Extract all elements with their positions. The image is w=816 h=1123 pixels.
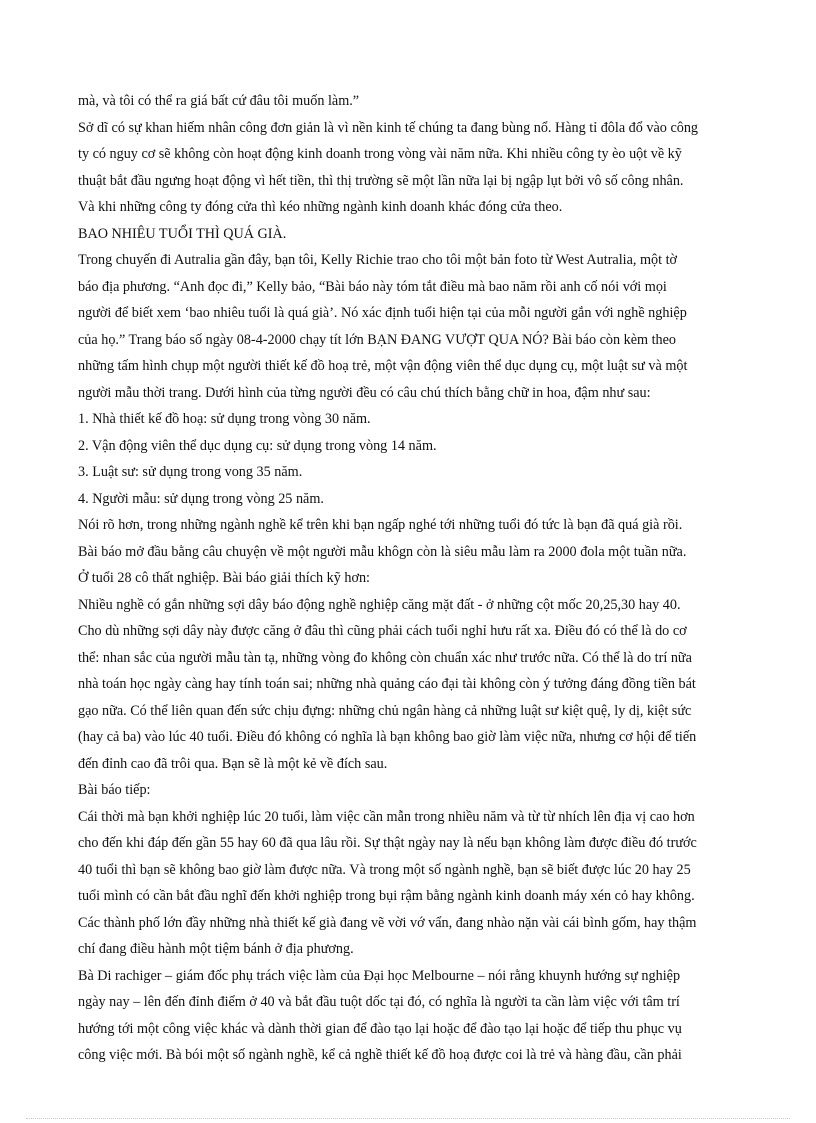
text-line: hướng tới một công việc khác và dành thời gian để đào tạo lại hoặc để đào tạo lại hoặc để tiếp thu phục vụ bbox=[78, 1020, 682, 1037]
list-item: 4. Người mẫu: sử dụng trong vòng 25 năm. bbox=[78, 490, 324, 507]
list-item: 2. Vận động viên thể dục dụng cụ: sử dụng trong vòng 14 năm. bbox=[78, 437, 437, 454]
list-item: 3. Luật sư: sử dụng trong vong 35 năm. bbox=[78, 464, 303, 480]
text-line: báo địa phương. “Anh đọc đi,” Kelly bảo, “Bài báo này tóm tắt điều mà bao năm rồi anh cố nói với mọi bbox=[78, 278, 667, 295]
text-line: ty có nguy cơ sẽ không còn hoạt động kinh doanh trong vòng vài năm nữa. Khi nhiều công ty èo uột về kỹ bbox=[78, 146, 682, 162]
text-line: thể: nhan sắc của người mẫu tàn tạ, những vòng đo không còn chuẩn xác như trước nữa. Có thể là do trí nữa bbox=[78, 649, 692, 666]
text-line: Bài báo tiếp: bbox=[78, 782, 151, 798]
text-line: đến đỉnh cao đã trôi qua. Bạn sẽ là một kẻ về đích sau. bbox=[78, 755, 388, 772]
text-line: Nói rõ hơn, trong những ngành nghề kể trên khi bạn ngấp nghé tới những tuổi đó tức là bạn đã quá già rồi. bbox=[78, 517, 683, 533]
text-line: Sở dĩ có sự khan hiếm nhân công đơn giản là vì nền kinh tế chúng ta đang bùng nổ. Hàng tỉ đôla đổ vào công bbox=[78, 119, 699, 136]
text-line: công việc mới. Bà bói một số ngành nghề, kể cả nghề thiết kế đồ hoạ được coi là trẻ và hàng đầu, cần phải bbox=[78, 1047, 682, 1063]
text-line: mà, và tôi có thể ra giá bất cứ đâu tôi muốn làm.” bbox=[78, 93, 360, 109]
text-line: chí đang điều hành một tiệm bánh ở địa phương. bbox=[78, 941, 354, 957]
text-line: Cho dù những sợi dây này được căng ở đâu thì cũng phải cách tuổi nghỉ hưu rất xa. Điều đó có thể là do cơ bbox=[78, 623, 687, 639]
text-line: ngày nay – lên đến đỉnh điểm ở 40 và bắt đầu tuột dốc tại đó, có nghĩa là người ta cần làm việc với tâm trí bbox=[78, 994, 680, 1010]
text-line: người mẫu thời trang. Dưới hình của từng người đều có câu chú thích bằng chữ in hoa, đậm như sau: bbox=[78, 384, 651, 401]
text-line: người để biết xem ‘bao nhiêu tuổi là quá già’. Nó xác định tuổi hiện tại của mỗi người gắn với nghề nghiệp bbox=[78, 305, 687, 321]
text-line: nhà toán học ngày càng hay tính toán sai; những nhà quảng cáo đại tài không còn ý tưởng đáng đồng tiền bát bbox=[78, 676, 696, 692]
document-body bbox=[78, 88, 740, 1069]
section-heading: BAO NHIÊU TUỔI THÌ QUÁ GIÀ. bbox=[78, 225, 287, 242]
text-line: Cái thời mà bạn khởi nghiệp lúc 20 tuổi, làm việc cần mẫn trong nhiều năm và từ từ nhích lên địa vị cao hơn bbox=[78, 808, 695, 825]
text-line: (hay cả ba) vào lúc 40 tuổi. Điều đó không có nghĩa là bạn không bao giờ làm việc nữa, nhưng cơ hội để tiến bbox=[78, 729, 697, 745]
text-line: Bài báo mở đầu bằng câu chuyện về một người mẫu khôgn còn là siêu mẫu làm ra 2000 đola một tuần nữa. bbox=[78, 543, 687, 560]
text-line: của họ.” Trang báo số ngày 08-4-2000 chạy tít lớn BẠN ĐANG VƯỢT QUA NÓ? Bài báo còn kèm theo bbox=[78, 331, 677, 348]
text-line: Bà Di rachiger – giám đốc phụ trách việc làm của Đại học Melbourne – nói rằng khuynh hướng sự nghiệp bbox=[78, 967, 681, 984]
text-line: tuổi mình có cần bắt đầu nghĩ đến khởi nghiệp trong bụi rậm bằng ngành kinh doanh máy xén cỏ hay không. bbox=[78, 888, 695, 904]
text-line: thuật bắt đầu ngưng hoạt động vì hết tiền, thì thị trường sẽ một lần nữa lại bị ngập lụt bởi vô số công nhân. bbox=[78, 172, 684, 189]
text-line: Trong chuyến đi Autralia gần đây, bạn tôi, Kelly Richie trao cho tôi một bản foto từ West Autralia, một tờ bbox=[78, 252, 678, 268]
text-line: gạo nữa. Có thể liên quan đến sức chịu đựng: những chủ ngân hàng cả những luật sư kiệt quệ, ly dị, kiệt sức bbox=[78, 702, 692, 719]
text-line: Nhiều nghề có gắn những sợi dây báo động nghề nghiệp căng mặt đất - ở những cột mốc 20,25,30 hay 40. bbox=[78, 596, 681, 613]
text-line: 40 tuổi thì bạn sẽ không bao giờ làm được nữa. Và trong một số ngành nghề, bạn sẽ biết được lúc 20 hay 25 bbox=[78, 861, 691, 878]
text-line: Ở tuổi 28 cô thất nghiệp. Bài báo giải thích kỹ hơn: bbox=[78, 570, 370, 586]
text-line: những tấm hình chụp một người thiết kế đồ hoạ trẻ, một vận động viên thể dục dụng cụ, một luật sư và một bbox=[78, 358, 688, 374]
text-line: Và khi những công ty đóng cửa thì kéo những ngành kinh doanh khác đóng cửa theo. bbox=[78, 199, 563, 215]
text-line: cho đến khi đáp đến gần 55 hay 60 đã qua lâu rồi. Sự thật ngày nay là nếu bạn không làm được điều đó trước bbox=[78, 835, 697, 851]
list-item: 1. Nhà thiết kế đồ hoạ: sử dụng trong vòng 30 năm. bbox=[78, 411, 371, 427]
page-bottom-divider bbox=[26, 1118, 790, 1119]
text-line: Các thành phố lớn đầy những nhà thiết kế già đang vẽ vời vớ vẩn, đang nhào nặn vài cái bình gốm, hay thậm bbox=[78, 914, 697, 931]
